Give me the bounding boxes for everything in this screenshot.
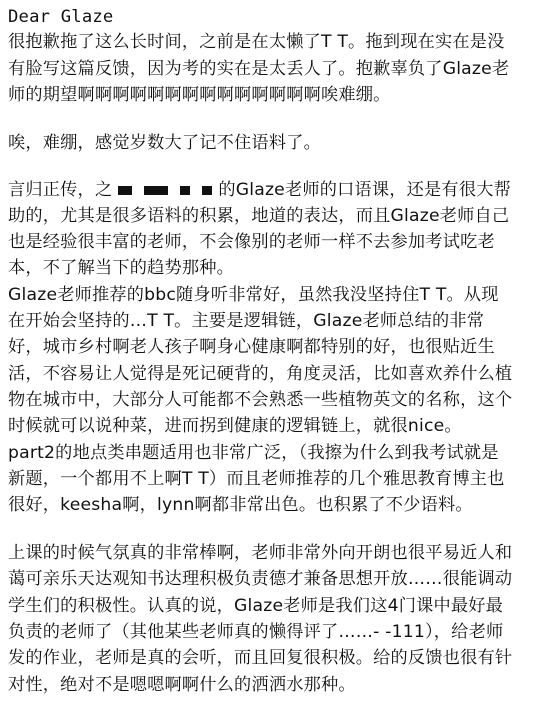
paragraph-3-line: 也是经验很丰富的老师，不会像别的老师一样不去参加考试吃老 [8, 232, 495, 252]
paragraph-3-suffix: 的Glaze老师的口语课，还是有很大帮 [218, 180, 511, 200]
paragraph-4-line: 发的作业，老师是真的会听，而且回复很积极。给的反馈也很有针 [8, 648, 513, 668]
paragraph-4-line: 对性，绝对不是嗯嗯啊啊什么的洒洒水那种。 [8, 675, 356, 695]
paragraph-3-line: 好，城市乡村啊老人孩子啊身心健康啊都特别的好，也很贴近生 [8, 337, 495, 357]
paragraph-3-line: part2的地点类串题适用也非常广泛，（我擦为什么到我考试就是 [8, 443, 499, 463]
greeting: Dear Glaze [8, 7, 114, 27]
paragraph-3-line: 新题，一个都用不上啊T T）而且老师推荐的几个雅思教育博主也 [8, 469, 505, 489]
paragraph-3-line [8, 178, 511, 202]
redaction-mark [144, 186, 168, 195]
paragraph-3-line: 时候就可以说种菜，进而拐到健康的逻辑链上，就很nice。 [8, 416, 462, 436]
redaction-mark [202, 186, 212, 195]
paragraph-4-line: 蔼可亲乐天达观知书达理积极负责德才兼备思想开放……很能调动 [8, 569, 513, 589]
redaction-mark [180, 186, 190, 195]
paragraph-1-line: 师的期望啊啊啊啊啊啊啊啊啊啊啊啊啊啊唉难绷。 [8, 85, 391, 105]
paragraph-3-line: 助的，尤其是很多语料的积累，地道的表达，而且Glaze老师自己 [8, 206, 510, 226]
paragraph-3-line: 物在城市中，大部分人可能都不会熟悉一些植物英文的名称，这个 [8, 390, 513, 410]
paragraph-1-line: 很抱歉拖了这么长时间，之前是在太懒了T T。拖到现在实在是没 [8, 32, 505, 52]
redaction-mark [118, 186, 132, 195]
paragraph-3-prefix: 言归正传，之 [8, 180, 113, 200]
paragraph-2-line: 唉，难绷，感觉岁数大了记不住语料了。 [8, 133, 321, 153]
paragraph-4-line: 学生们的积极性。认真的说，Glaze老师是我们这4门课中最好最 [8, 596, 504, 616]
paragraph-3-line: 本，不了解当下的趋势那种。 [8, 258, 235, 278]
paragraph-3-line: Glaze老师推荐的bbc随身听非常好，虽然我没坚持住T T。从现 [8, 285, 499, 305]
paragraph-3-line: 活，不容易让人觉得是死记硬背的，角度灵活，比如喜欢养什么植 [8, 364, 513, 384]
paragraph-3-line: 在开始会坚持的…T T。主要是逻辑链，Glaze老师总结的非常 [8, 311, 485, 331]
paragraph-4-line: 负责的老师了（其他某些老师真的懒得评了……- -111），给老师 [8, 622, 504, 642]
paragraph-1-line: 有脸写这篇反馈，因为考的实在是太丢人了。抱歉辜负了Glaze老 [8, 59, 510, 79]
paragraph-4-line: 上课的时候气氛真的非常棒啊，老师非常外向开朗也很平易近人和 [8, 543, 513, 563]
paragraph-3-line: 很好，keesha啊，lynn啊都非常出色。也积累了不少语料。 [8, 495, 473, 515]
